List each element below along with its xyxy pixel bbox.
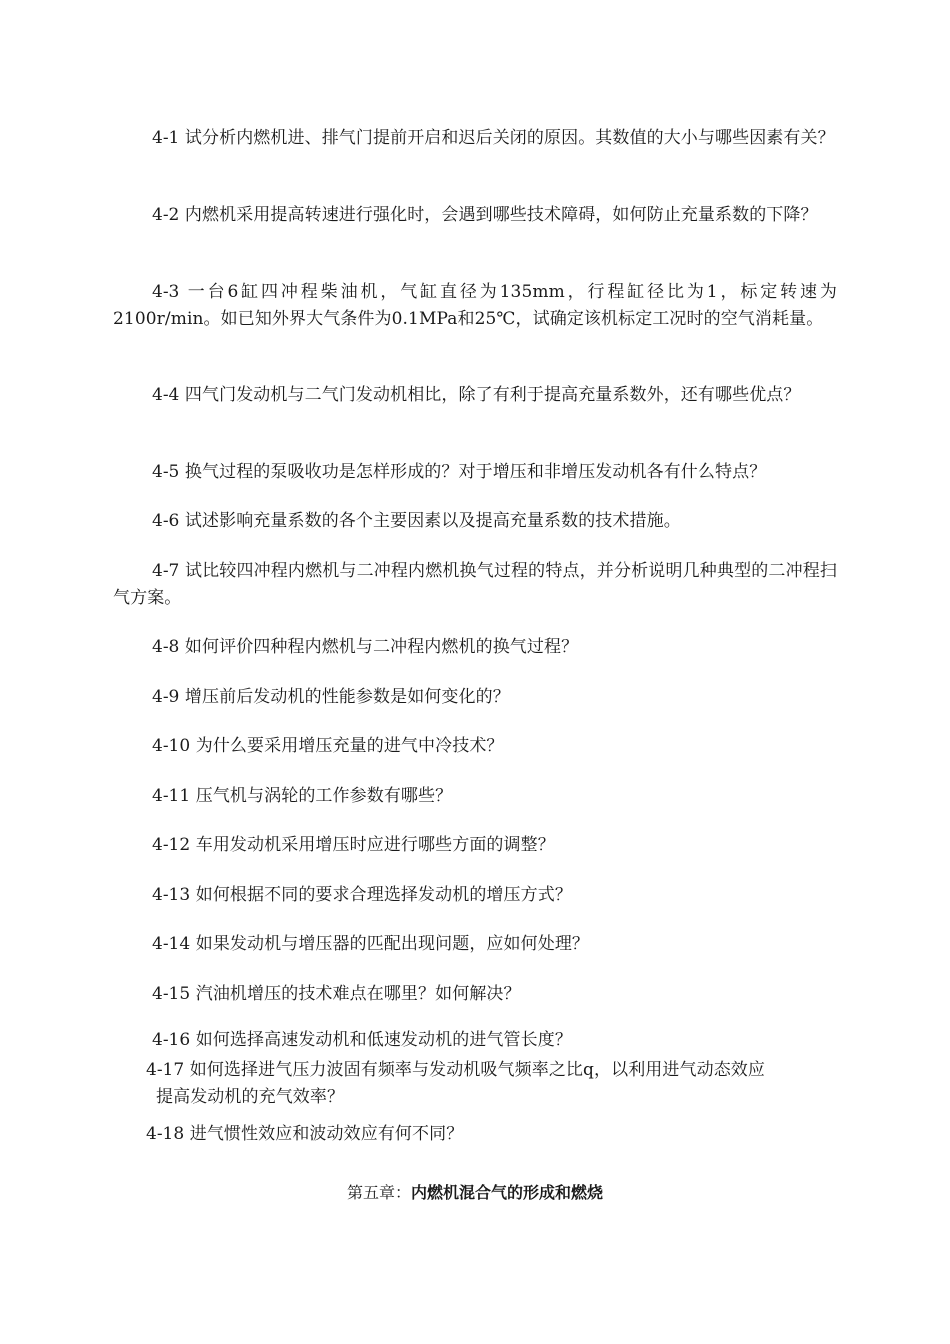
question-number: 4-5 [152,462,180,482]
question-4-7 [113,558,837,612]
question-number: 4-16 [152,1030,191,1050]
question-number: 4-9 [152,687,180,707]
question-4-5 [113,459,837,486]
question-4-17 [146,1057,837,1111]
question-text: 如何根据不同的要求合理选择发动机的增压方式？ [195,885,572,905]
question-4-3 [113,279,837,333]
question-text: 进气惯性效应和波动效应有何不同？ [189,1124,464,1144]
question-number: 4-11 [152,786,191,806]
question-number: 4-1 [152,128,180,148]
question-text: 汽油机增压的技术难点在哪里？如何解决？ [195,984,521,1004]
question-number: 4-13 [152,885,191,905]
question-text: 试分析内燃机进、排气门提前开启和迟后关闭的原因。其数值的大小与哪些因素有关？ [184,128,835,148]
question-number: 4-4 [152,385,180,405]
chapter-title: 内燃机混合气的形成和燃烧 [411,1183,604,1202]
question-4-9 [113,684,837,711]
question-text-line1: 如何选择进气压力波固有频率与发动机吸气频率之比q，以利用进气动态效应 [189,1060,765,1080]
question-4-8 [113,634,837,661]
chapter-heading [0,1180,950,1206]
question-4-13 [113,882,837,909]
question-text-line2: 提高发动机的充气效率？ [156,1087,345,1107]
question-4-18 [146,1121,837,1148]
question-text: 如何选择高速发动机和低速发动机的进气管长度？ [195,1030,572,1050]
chapter-prefix: 第五章： [346,1183,411,1202]
question-number: 4-3 [152,282,180,302]
question-number: 4-7 [152,561,180,581]
question-4-16 [113,1027,837,1054]
question-4-6 [113,508,837,535]
question-text: 增压前后发动机的性能参数是如何变化的？ [184,687,510,707]
question-text: 压气机与涡轮的工作参数有哪些？ [195,786,453,806]
question-4-12 [113,832,837,859]
question-4-11 [113,783,837,810]
question-number: 4-12 [152,835,191,855]
question-number: 4-10 [152,736,191,756]
question-4-4 [113,382,837,409]
question-number: 4-17 [146,1060,185,1080]
question-number: 4-2 [152,205,180,225]
question-4-1 [113,125,837,152]
question-4-15 [113,981,837,1008]
question-text: 车用发动机采用增压时应进行哪些方面的调整？ [195,835,555,855]
question-text: 一台6缸四冲程柴油机，气缸直径为135mm，行程缸径比为1，标定转速为2100r/min。如已知外界大气条件为0.1MPa和25℃，试确定该机标定工况时的空气消耗量。 [113,282,837,329]
question-number: 4-8 [152,637,180,657]
question-text: 内燃机采用提高转速进行强化时，会遇到哪些技术障碍，如何防止充量系数的下降？ [184,205,818,225]
question-text: 为什么要采用增压充量的进气中冷技术？ [195,736,504,756]
question-number: 4-18 [146,1124,185,1144]
question-text: 如果发动机与增压器的匹配出现问题，应如何处理？ [195,934,590,954]
question-text: 试述影响充量系数的各个主要因素以及提高充量系数的技术措施。 [184,511,681,531]
question-number: 4-14 [152,934,191,954]
question-text: 如何评价四种程内燃机与二冲程内燃机的换气过程？ [184,637,579,657]
question-4-2 [113,202,837,229]
question-number: 4-15 [152,984,191,1004]
question-number: 4-6 [152,511,180,531]
question-4-14 [113,931,837,958]
question-4-10 [113,733,837,760]
question-text: 换气过程的泵吸收功是怎样形成的？对于增压和非增压发动机各有什么特点？ [184,462,767,482]
question-text: 四气门发动机与二气门发动机相比，除了有利于提高充量系数外，还有哪些优点？ [184,385,801,405]
question-text: 试比较四冲程内燃机与二冲程内燃机换气过程的特点，并分析说明几种典型的二冲程扫气方案。 [113,561,837,608]
